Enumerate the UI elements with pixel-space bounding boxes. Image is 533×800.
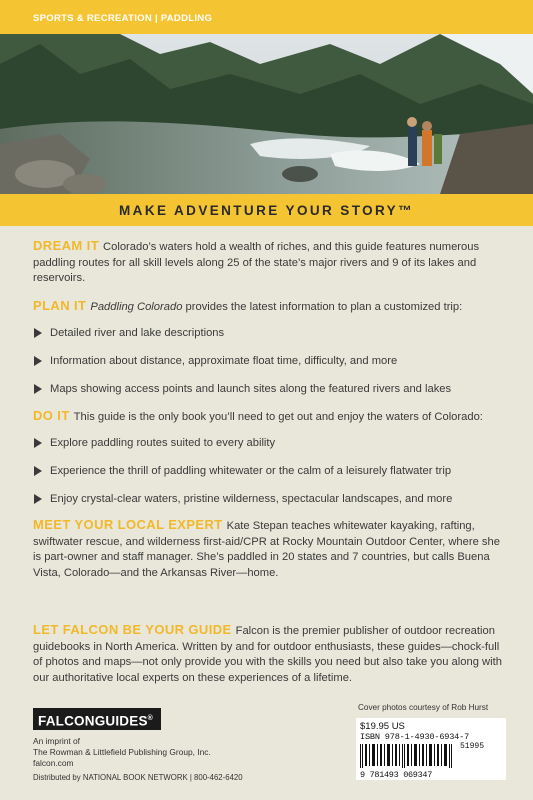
do-it-section bbox=[33, 408, 503, 514]
plan-it-heading: PLAN IT bbox=[33, 298, 87, 313]
do-it-list bbox=[33, 436, 503, 507]
distributor-line: Distributed by NATIONAL BOOK NETWORK | 800-462-6420 bbox=[33, 773, 243, 782]
plan-it-section bbox=[33, 298, 503, 404]
bullet-triangle-icon bbox=[34, 384, 42, 394]
list-item: Detailed river and lake descriptions bbox=[33, 326, 503, 341]
imprint-line-1: An imprint of bbox=[33, 736, 81, 746]
barcode-number: 9 781493 069347 bbox=[360, 770, 433, 780]
cover-photo bbox=[0, 34, 533, 194]
bullet-triangle-icon bbox=[34, 494, 42, 504]
list-item: Information about distance, approximate float time, difficulty, and more bbox=[33, 354, 503, 369]
falcon-section bbox=[33, 622, 503, 686]
bullet-triangle-icon bbox=[34, 356, 42, 366]
list-item: Experience the thrill of paddling whitewater or the calm of a leisurely flatwater trip bbox=[33, 464, 503, 479]
bullet-triangle-icon bbox=[34, 466, 42, 476]
dream-it-heading: DREAM IT bbox=[33, 238, 100, 253]
plan-it-book-title: Paddling Colorado bbox=[90, 301, 183, 313]
barcode-box bbox=[356, 718, 506, 780]
expert-heading: MEET YOUR LOCAL EXPERT bbox=[33, 517, 223, 532]
falcon-heading: LET FALCON BE YOUR GUIDE bbox=[33, 622, 232, 637]
list-item: Explore paddling routes suited to every ability bbox=[33, 436, 503, 451]
price: $19.95 US bbox=[360, 721, 405, 732]
list-item: Maps showing access points and launch sites along the featured rivers and lakes bbox=[33, 382, 503, 397]
do-it-heading: DO IT bbox=[33, 408, 70, 423]
dream-it-section bbox=[33, 238, 503, 287]
barcode-icon bbox=[360, 744, 456, 768]
river-photo-illustration bbox=[0, 34, 533, 194]
falcon-text: Falcon is the premier publisher of outdoor recreation guidebooks in North America. Written by and for outdoor enthusiasts, these guides—chock-full of photos and maps—not only provide you with the skills you need but also take you along with our authoritative local experts on these experiences of a lifetime. bbox=[33, 625, 502, 684]
list-item: Enjoy crystal-clear waters, pristine wilderness, spectacular landscapes, and more bbox=[33, 492, 503, 507]
falconguides-logo: FALCONGUIDES® bbox=[33, 708, 161, 730]
plan-it-list bbox=[33, 326, 503, 397]
category-label: SPORTS & RECREATION | PADDLING bbox=[33, 13, 213, 24]
isbn-addon: 51995 bbox=[460, 742, 485, 751]
tagline-bar bbox=[0, 194, 533, 226]
imprint-line-2: The Rowman & Littlefield Publishing Group, Inc. bbox=[33, 747, 211, 757]
do-it-text: This guide is the only book you’ll need to get out and enjoy the waters of Colorado: bbox=[73, 411, 483, 423]
bullet-triangle-icon bbox=[34, 328, 42, 338]
dream-it-text: Colorado’s waters hold a wealth of riches, and this guide features numerous paddling routes for all skill levels along 25 of the state’s major rivers and 9 of its lakes and reservoirs. bbox=[33, 241, 480, 284]
expert-section bbox=[33, 517, 503, 581]
category-bar bbox=[0, 0, 533, 34]
imprint-line-3: falcon.com bbox=[33, 758, 74, 768]
tagline: MAKE ADVENTURE YOUR STORY™ bbox=[119, 203, 414, 218]
bullet-triangle-icon bbox=[34, 438, 42, 448]
photo-credit: Cover photos courtesy of Rob Hurst bbox=[358, 703, 489, 712]
plan-it-text: provides the latest information to plan a customized trip: bbox=[182, 301, 463, 313]
isbn: ISBN 978-1-4930-6934-7 bbox=[360, 732, 470, 742]
expert-text: Kate Stepan teaches whitewater kayaking, rafting, swiftwater rescue, and wilderness first-aid/CPR at Rocky Mountain Outdoor Center, where she is part-owner and staff manager. She’s paddled in 20 states and 7 countries, but calls Buena Vista, Colorado—and the Arkansas River—home. bbox=[33, 520, 500, 579]
